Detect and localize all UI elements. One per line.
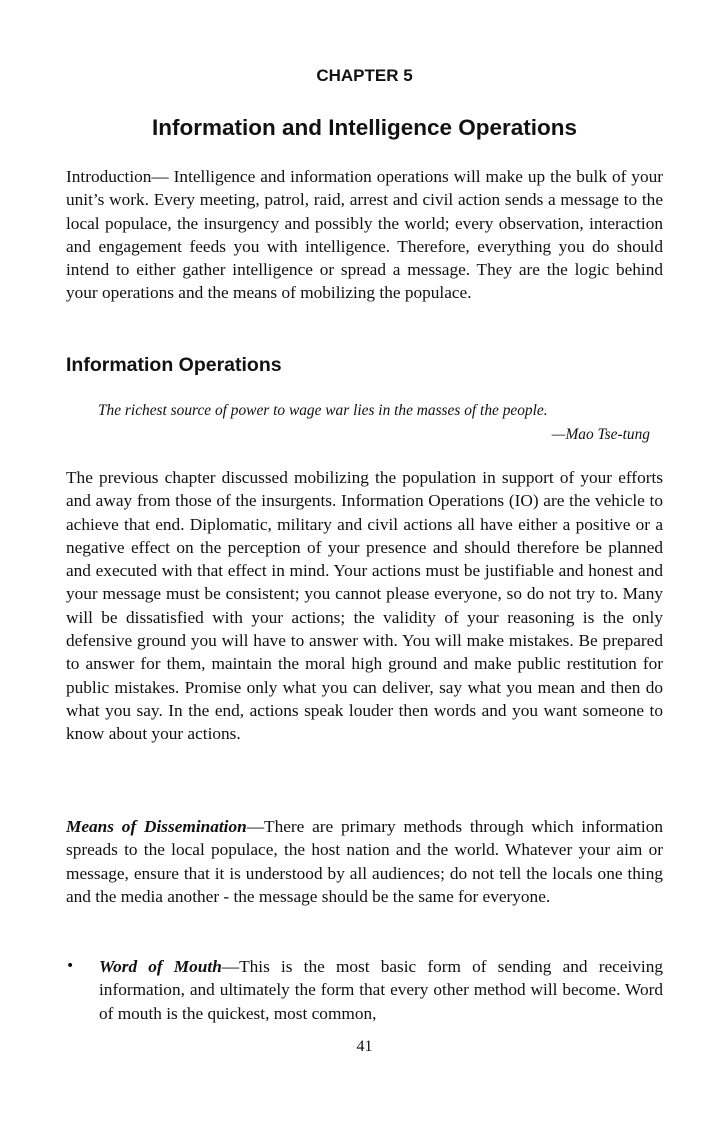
information-operations-paragraph: The previous chapter discussed mobilizing the population in support of your efforts and away from those of the insurgents. Information Operations (IO) are the vehicle to achieve that end. Diplomatic, military and civil actions all have either a positive or a negative effect on the perception of your presence and should therefore be planned and executed with that effect in mind. Your actions must be justifiable and honest and your message must be consistent; you cannot please everyone, so do not try to. Many will be dissatisfied with your actions; the validity of your reasoning is the only defensive ground you will have to answer with. You will make mistakes. Be prepared to answer for them, maintain the moral high ground and make public restitution for public mistakes. Promise only what you can deliver, say what you mean and then do what you say. In the end, actions speak louder then words and you want someone to know about your actions. [66, 468, 663, 744]
means-of-dissemination-text: —There are primary methods through which information spreads to the local populace, the host nation and the world. Whatever your aim or message, ensure that it is understood by all audiences; do not tell the locals one thing and the media another - the message should be the same for everyone. [66, 817, 663, 906]
epigraph-attribution: —Mao Tse-tung [551, 426, 650, 443]
bullet-glyph: • [66, 958, 75, 974]
means-of-dissemination-term: Means of Dissemination [66, 817, 247, 836]
document-page [66, 0, 663, 1125]
page-number: 41 [356, 1038, 373, 1055]
section-heading-information-operations: Information Operations [66, 354, 282, 376]
bullet-item-word-of-mouth [66, 955, 663, 1025]
introduction-paragraph: Introduction— Intelligence and information operations will make up the bulk of your unit’s work. Every meeting, patrol, raid, arrest and civil action sends a message to the local populace, the insurgency and possibly the world; every observation, interaction and engagement feeds you with intelligence. Therefore, everything you do should intend to either gather intelligence or spread a message. They are the logic behind your operations and the means of mobilizing the populace. [66, 167, 663, 303]
chapter-title: Information and Intelligence Operations [151, 115, 578, 140]
chapter-label: CHAPTER 5 [316, 66, 413, 85]
bullet-term: Word of Mouth [99, 957, 222, 976]
bullet-text [99, 955, 663, 1025]
means-of-dissemination-paragraph [66, 815, 663, 908]
bullet-body: —This is the most basic form of sending and receiving information, and ultimately the form that every other method will become. Word of mouth is the quickest, most common, [99, 957, 663, 1023]
epigraph-quote: The richest source of power to wage war lies in the masses of the people. [98, 402, 548, 419]
